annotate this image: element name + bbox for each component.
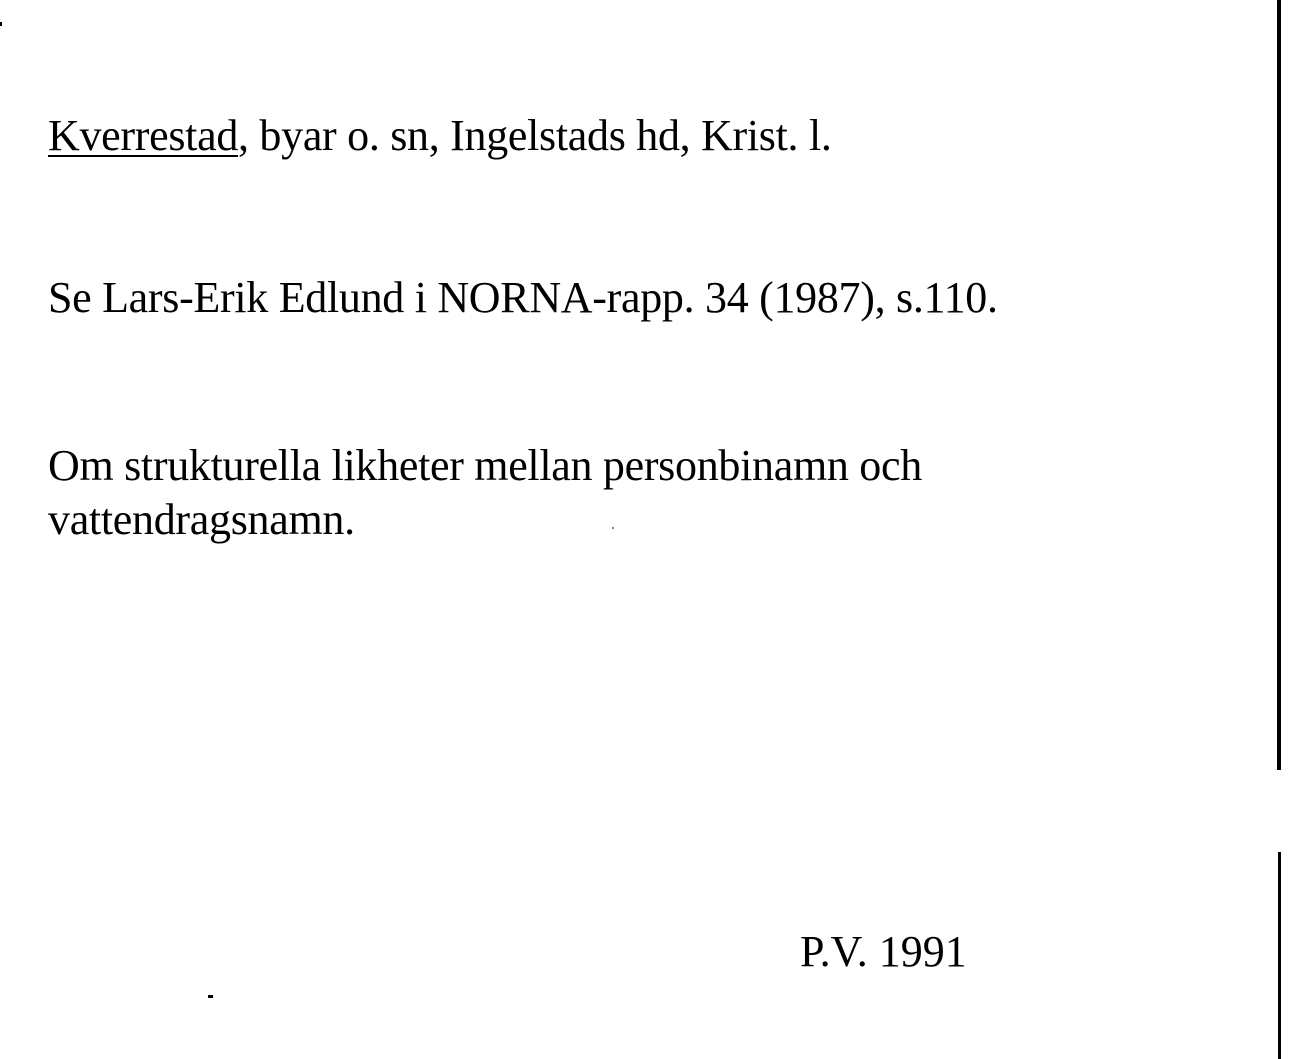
note-line-1: Om strukturella likheter mellan personbinamn och	[48, 441, 922, 490]
scan-speck	[0, 22, 2, 26]
scan-edge-line	[1277, 0, 1281, 770]
scan-speck	[612, 527, 614, 529]
signature: P.V. 1991	[800, 927, 967, 976]
note-line-2: vattendragsnamn.	[48, 495, 355, 544]
entry-heading-line	[48, 110, 832, 163]
reference-line: Se Lars-Erik Edlund i NORNA-rapp. 34 (1987), s.110.	[48, 273, 998, 322]
scan-edge-line-lower	[1278, 852, 1281, 1059]
headword: Kverrestad	[48, 111, 239, 160]
scan-speck	[208, 995, 213, 998]
headword-description: , byar o. sn, Ingelstads hd, Krist. l.	[238, 111, 832, 160]
